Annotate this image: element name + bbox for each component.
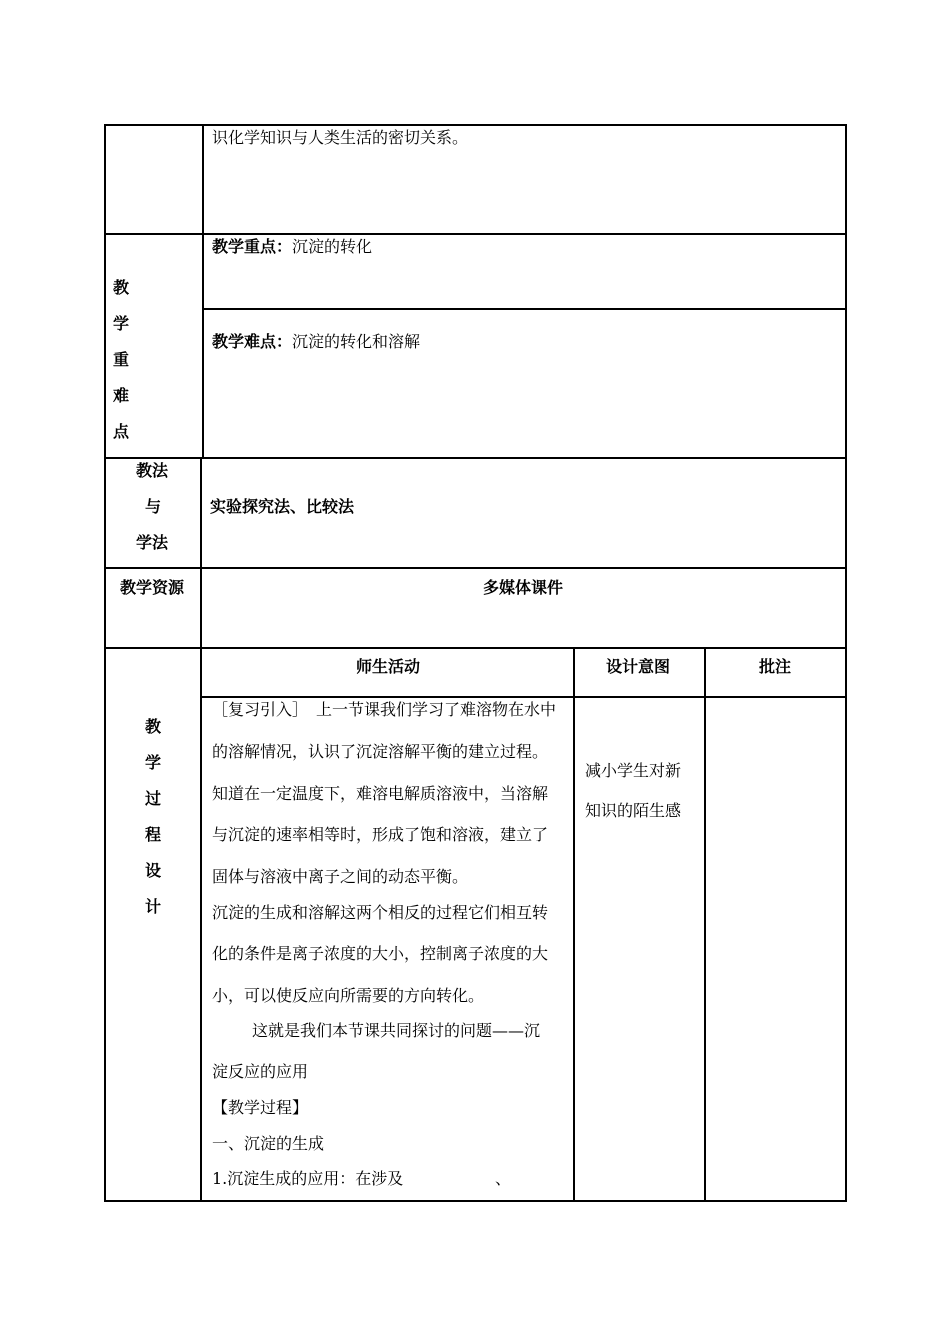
row-divider-key-difficult bbox=[202, 308, 847, 310]
methods-value: 实验探究法、比较法 bbox=[210, 497, 355, 516]
key-difficult-label-char: 点 bbox=[113, 422, 130, 441]
key-point-label: 教学重点： bbox=[212, 237, 293, 256]
activity-line: 淀反应的应用 bbox=[212, 1062, 309, 1081]
intent-line: 减小学生对新 bbox=[585, 761, 682, 780]
activity-line: 的溶解情况，认识了沉淀溶解平衡的建立过程。 bbox=[212, 742, 549, 761]
key-difficult-label-char: 重 bbox=[113, 350, 130, 369]
activity-line: 1.沉淀生成的应用：在涉及 bbox=[212, 1169, 404, 1188]
methods-label-line: 教法 bbox=[136, 461, 169, 480]
activity-line: 小，可以使反应向所需要的方向转化。 bbox=[212, 986, 485, 1005]
row-divider-3 bbox=[104, 567, 847, 569]
difficult-point-value: 沉淀的转化和溶解 bbox=[292, 332, 421, 351]
process-label-char: 过 bbox=[145, 789, 162, 808]
process-label-char: 学 bbox=[145, 753, 162, 772]
intent-line: 知识的陌生感 bbox=[585, 801, 682, 820]
row-divider-header bbox=[202, 696, 847, 698]
difficult-point-label: 教学难点： bbox=[212, 332, 293, 351]
activity-line: 、 bbox=[495, 1169, 512, 1188]
header-activity: 师生活动 bbox=[356, 657, 421, 676]
label-column-divider-a bbox=[202, 124, 204, 458]
row-divider-2 bbox=[104, 457, 847, 459]
process-label-char: 程 bbox=[145, 825, 162, 844]
resources-value: 多媒体课件 bbox=[483, 578, 564, 597]
table-border-left bbox=[104, 124, 106, 1202]
header-intent: 设计意图 bbox=[606, 657, 671, 676]
activity-line: 固体与溶液中离子之间的动态平衡。 bbox=[212, 867, 469, 886]
intro-text: 识化学知识与人类生活的密切关系。 bbox=[212, 128, 469, 147]
methods-label-line: 学法 bbox=[136, 533, 169, 552]
difficult-point bbox=[212, 334, 420, 350]
key-difficult-label-char: 难 bbox=[113, 386, 130, 405]
key-point-value: 沉淀的转化 bbox=[292, 237, 373, 256]
key-point bbox=[212, 239, 372, 255]
activity-line: 与沉淀的速率相等时，形成了饱和溶液，建立了 bbox=[212, 825, 549, 844]
methods-label-line: 与 bbox=[145, 497, 162, 516]
key-difficult-label-char: 教 bbox=[113, 278, 130, 297]
table-border-right bbox=[845, 124, 847, 1202]
column-divider-notes bbox=[704, 647, 706, 1202]
activity-line: 【教学过程】 bbox=[212, 1098, 309, 1117]
activity-line: ［复习引入］ 上一节课我们学习了难溶物在水中 bbox=[212, 700, 557, 719]
row-divider-1 bbox=[104, 233, 847, 235]
activity-line: 这就是我们本节课共同探讨的问题——沉 bbox=[252, 1021, 541, 1040]
process-label-char: 计 bbox=[145, 897, 162, 916]
resources-label: 教学资源 bbox=[120, 578, 185, 597]
activity-line: 知道在一定温度下，难溶电解质溶液中，当溶解 bbox=[212, 784, 549, 803]
label-column-divider-b bbox=[200, 457, 202, 1202]
table-border-top bbox=[104, 124, 847, 126]
activity-line: 化的条件是离子浓度的大小，控制离子浓度的大 bbox=[212, 944, 549, 963]
header-notes: 批注 bbox=[759, 657, 792, 676]
row-divider-4 bbox=[104, 647, 847, 649]
key-difficult-label-char: 学 bbox=[113, 314, 130, 333]
activity-line: 一、沉淀的生成 bbox=[212, 1134, 325, 1153]
column-divider-intent bbox=[573, 647, 575, 1202]
process-label-char: 教 bbox=[145, 717, 162, 736]
process-label-char: 设 bbox=[145, 861, 162, 880]
activity-line: 沉淀的生成和溶解这两个相反的过程它们相互转 bbox=[212, 903, 549, 922]
table-border-bottom bbox=[104, 1200, 847, 1202]
